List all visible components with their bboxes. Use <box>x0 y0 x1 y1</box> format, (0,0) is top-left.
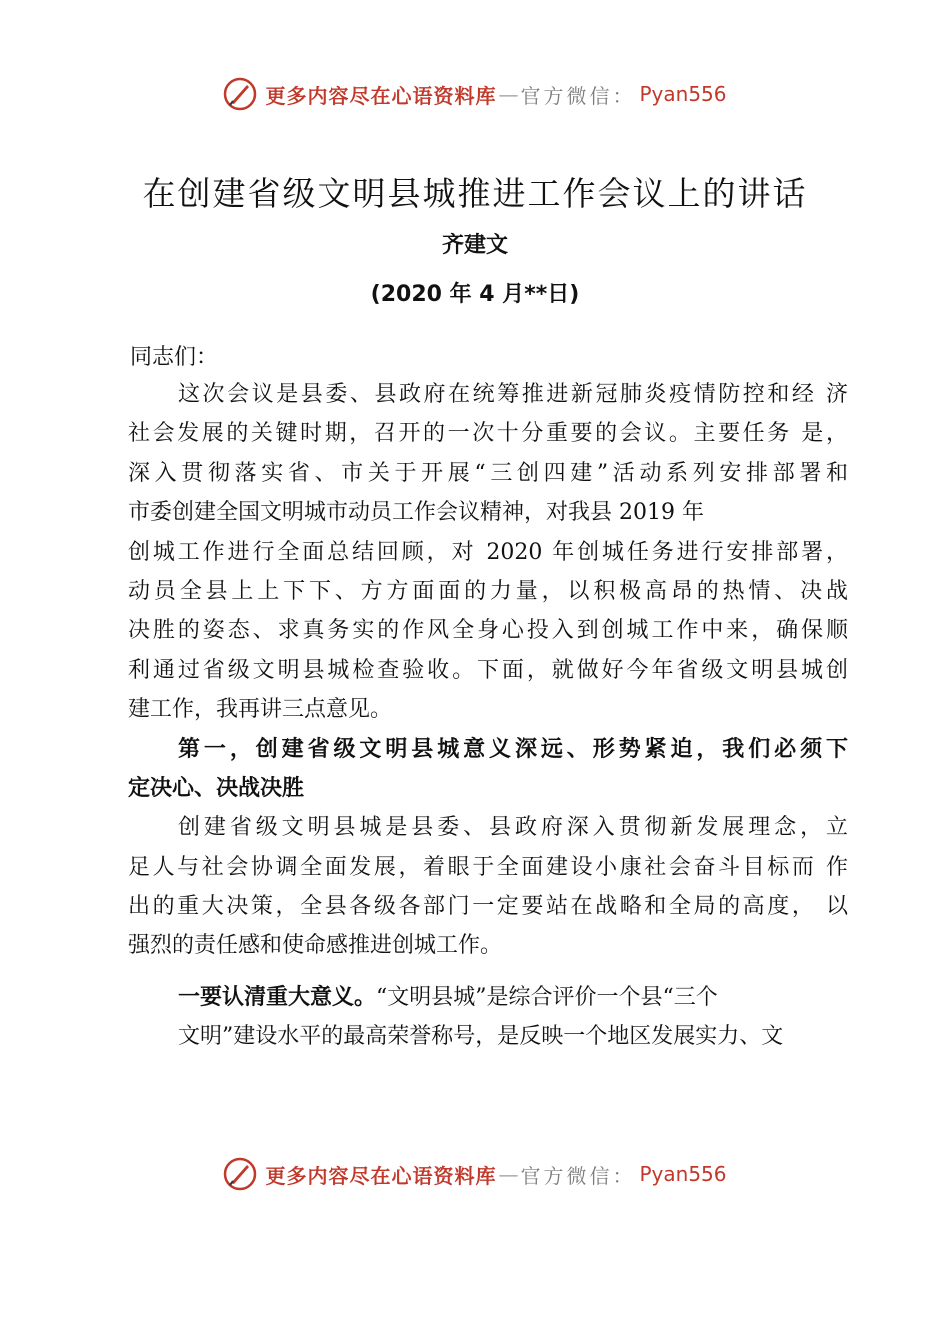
paragraph-line: 足人与社会协调全面发展，着眼于全面建设小康社会奋斗目标而 作 <box>128 854 848 880</box>
paragraph-line: 创建省级文明县城是县委、县政府深入贯彻新发展理念，立 <box>178 815 848 841</box>
intro-line: 创城工作进行全面总结回顾，对 2020 年创城任务进行安排部署， <box>128 539 848 565</box>
intro-line: 市委创建全国文明城市动员工作会议精神，对我县 2019 年 <box>128 500 704 526</box>
point-one-line-2: 文明”建设水平的最高荣誉称号，是反映一个地区发展实力、文 <box>178 1024 784 1050</box>
greeting: 同志们： <box>130 345 219 370</box>
point-one-lead: 一要认清重大意义。 <box>178 985 377 1010</box>
document-date: (2020 年 4 月**日) <box>370 282 580 307</box>
document-body <box>128 375 848 966</box>
intro-line: 社会发展的关键时期，召开的一次十分重要的会议。主要任务 是， <box>128 421 848 447</box>
section-heading: 定决心、决战决胜 <box>128 775 305 801</box>
banner-brand: 更多内容尽在心语资料库 <box>265 1163 497 1188</box>
intro-line: 深入贯彻落实省、市关于开展“三创四建”活动系列安排部署和 <box>128 460 848 486</box>
footer-banner <box>0 1154 950 1194</box>
document-title: 在创建省级文明县城推进工作会议上的讲话 <box>142 174 808 213</box>
banner-separator: — <box>498 82 519 106</box>
intro-line: 建工作，我再讲三点意见。 <box>128 697 393 723</box>
intro-line: 动员全县上上下下、方方面面的力量，以积极高昂的热情、决战 <box>128 578 848 604</box>
banner-brand: 更多内容尽在心语资料库 <box>265 83 497 108</box>
intro-line: 利通过省级文明县城检查验收。下面，就做好今年省级文明县城创 <box>128 657 848 683</box>
point-one-text: “文明县城”是综合评价一个县“三个 <box>376 985 718 1010</box>
paragraph-line: 出的重大决策，全县各级各部门一定要站在战略和全局的高度， 以 <box>128 894 848 920</box>
section-heading: 第一，创建省级文明县城意义深远、形势紧迫，我们必须下 <box>178 736 848 762</box>
point-one-line <box>178 978 848 1017</box>
point-one-paragraph <box>178 978 848 1057</box>
banner-label: 官方微信： <box>520 83 636 108</box>
banner-wechat-id: Pyan556 <box>639 1162 727 1186</box>
intro-line: 这次会议是县委、县政府在统筹推进新冠肺炎疫情防控和经 济 <box>178 382 848 407</box>
banner-wechat-id: Pyan556 <box>639 82 727 106</box>
header-banner <box>0 74 950 114</box>
quill-pen-logo-icon <box>223 1157 257 1191</box>
banner-label: 官方微信： <box>520 1163 636 1188</box>
document-author: 齐建文 <box>441 233 508 258</box>
banner-separator: — <box>498 1162 519 1186</box>
quill-pen-logo-icon <box>223 77 257 111</box>
intro-line: 决胜的姿态、求真务实的作风全身心投入到创城工作中来，确保顺 <box>128 618 848 644</box>
paragraph-line: 强烈的责任感和使命感推进创城工作。 <box>128 933 503 959</box>
